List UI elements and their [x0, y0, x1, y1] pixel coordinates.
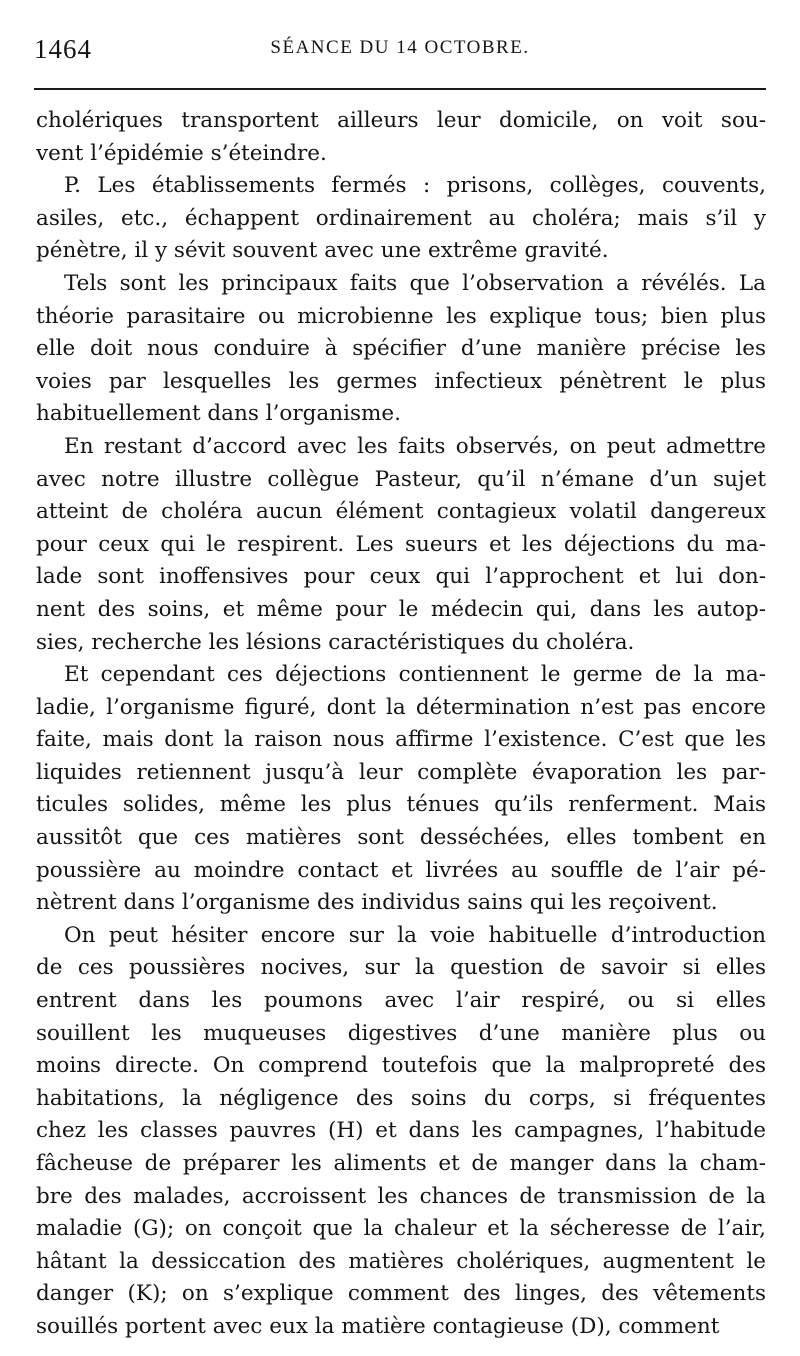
- text-line: P. Les établissements fermés : prisons, collèges, couvents,: [64, 173, 766, 199]
- text-line: voies par lesquelles les germes infectieux pénètrent le plus: [36, 368, 766, 394]
- text-line: ladie, l’organisme figuré, dont la détermination n’est pas encore: [36, 694, 766, 720]
- paragraph: [36, 659, 766, 920]
- text-line: aussitôt que ces matières sont desséchées, elles tombent en: [36, 825, 766, 851]
- text-line: faite, mais dont la raison nous affirme l’existence. C’est que les: [36, 727, 766, 753]
- text-line: liquides retiennent jusqu’à leur complète évaporation les par-: [36, 759, 766, 785]
- text-line: maladie (G); on conçoit que la chaleur et la sécheresse de l’air,: [36, 1216, 766, 1242]
- text-line: Et cependant ces déjections contiennent le germe de la ma-: [64, 662, 766, 688]
- text-line: bre des malades, accroissent les chances de transmission de la: [36, 1183, 766, 1209]
- paragraph: [36, 170, 766, 268]
- text-line: sies, recherche les lésions caractéristiques du choléra.: [36, 629, 635, 655]
- text-line: avec notre illustre collègue Pasteur, qu’il n’émane d’un sujet: [36, 466, 766, 492]
- text-line: pour ceux qui le respirent. Les sueurs et les déjections du ma-: [36, 531, 766, 557]
- text-line: nent des soins, et même pour le médecin qui, dans les autop-: [36, 596, 766, 622]
- paragraph: [36, 920, 766, 1344]
- text-line: danger (K); on s’explique comment des linges, des vêtements: [36, 1281, 766, 1307]
- paragraph: [36, 268, 766, 431]
- text-line: souillés portent avec eux la matière contagieuse (D), comment: [36, 1313, 720, 1339]
- text-line: de ces poussières nocives, sur la question de savoir si elles: [36, 955, 766, 981]
- page-number: 1464: [34, 34, 92, 64]
- text-line: En restant d’accord avec les faits observés, on peut admettre: [64, 433, 766, 459]
- header-rule: [34, 88, 766, 90]
- text-line: lade sont inoffensives pour ceux qui l’approchent et lui don-: [36, 564, 766, 590]
- text-line: nètrent dans l’organisme des individus sains qui les reçoivent.: [36, 890, 718, 916]
- text-line: habituellement dans l’organisme.: [36, 401, 401, 427]
- paragraph: [36, 431, 766, 659]
- text-line: chez les classes pauvres (H) et dans les campagnes, l’habitude: [36, 1118, 766, 1144]
- paragraph: [36, 105, 766, 170]
- text-line: On peut hésiter encore sur la voie habituelle d’introduction: [64, 922, 766, 948]
- text-line: poussière au moindre contact et livrées au souffle de l’air pé-: [36, 857, 766, 883]
- text-line: Tels sont les principaux faits que l’observation a révélés. La: [64, 270, 766, 296]
- text-line: atteint de choléra aucun élément contagieux volatil dangereux: [36, 499, 766, 525]
- text-line: elle doit nous conduire à spécifier d’une manière précise les: [36, 336, 766, 362]
- text-line: vent l’épidémie s’éteindre.: [36, 140, 327, 166]
- text-line: pénètre, il y sévit souvent avec une extrême gravité.: [36, 238, 609, 264]
- text-line: hâtant la dessiccation des matières cholériques, augmentent le: [36, 1248, 766, 1274]
- text-line: souillent les muqueuses digestives d’une manière plus ou: [36, 1020, 766, 1046]
- body-text: [36, 105, 766, 1344]
- page-header: [34, 34, 766, 64]
- text-line: moins directe. On comprend toutefois que la malpropreté des: [36, 1053, 766, 1079]
- text-line: habitations, la négligence des soins du corps, si fréquentes: [36, 1085, 766, 1111]
- text-line: théorie parasitaire ou microbienne les explique tous; bien plus: [36, 303, 766, 329]
- running-head: SÉANCE DU 14 OCTOBRE.: [270, 37, 530, 58]
- text-line: asiles, etc., échappent ordinairement au choléra; mais s’il y: [36, 205, 766, 231]
- text-line: cholériques transportent ailleurs leur domicile, on voit sou-: [36, 108, 766, 133]
- text-line: ticules solides, même les plus ténues qu’ils renferment. Mais: [36, 792, 766, 818]
- text-line: fâcheuse de préparer les aliments et de manger dans la cham-: [36, 1151, 766, 1176]
- text-line: entrent dans les poumons avec l’air respiré, ou si elles: [36, 988, 766, 1014]
